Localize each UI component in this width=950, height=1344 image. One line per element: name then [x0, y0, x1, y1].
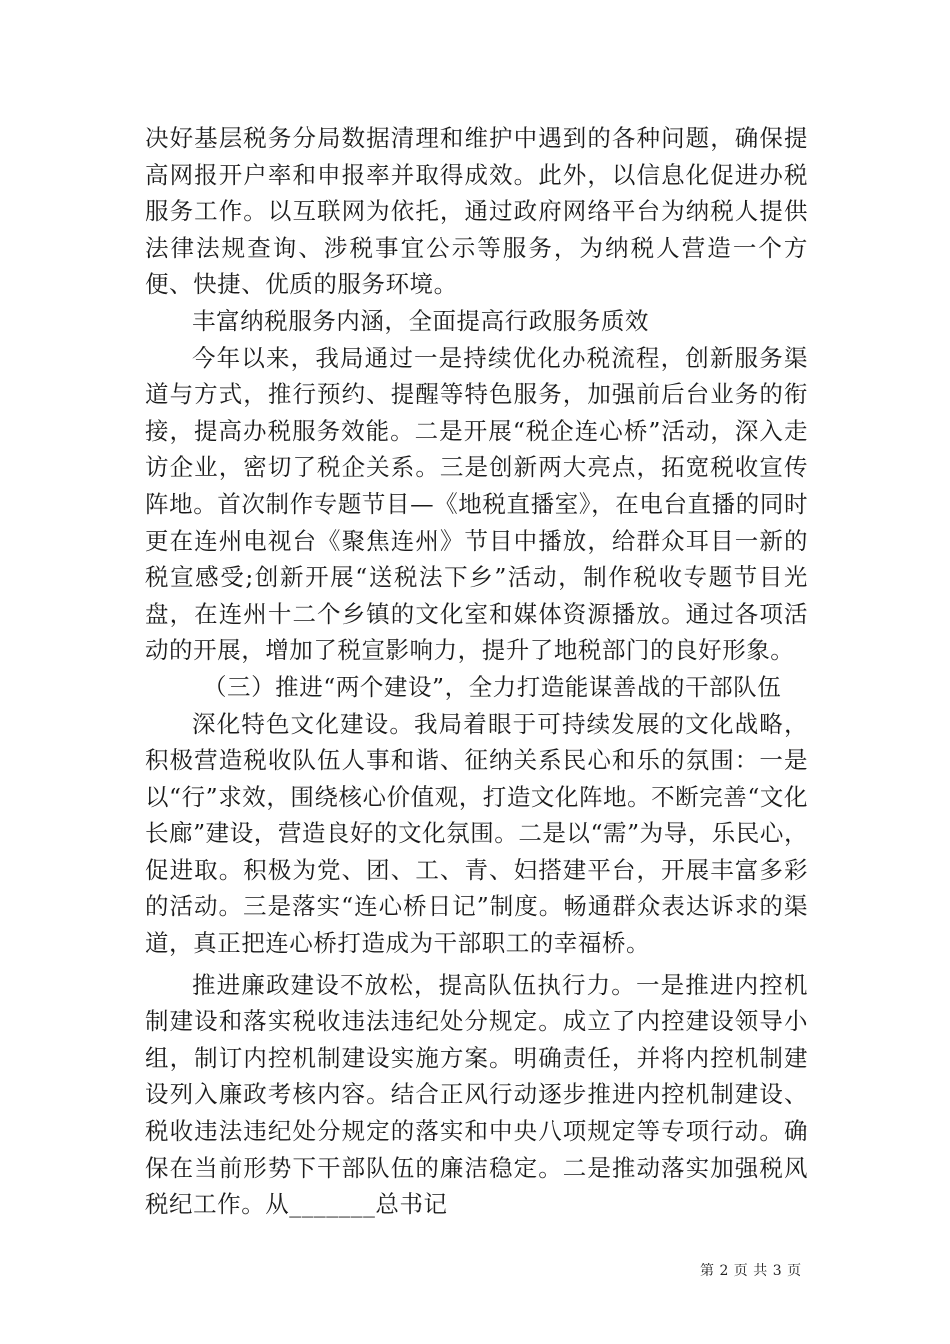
- page-number-footer: 第 2 页 共 3 页: [700, 1263, 802, 1279]
- section-heading-service: 丰富纳税服务内涵，全面提高行政服务质效: [192, 306, 649, 335]
- document-page: [145, 120, 808, 1223]
- section-heading-two-constructions: （三）推进“两个建设”，全力打造能谋善战的干部队伍: [203, 672, 782, 701]
- paragraph-culture-construction: 深化特色文化建设。我局着眼于可持续发展的文化战略，积极营造税收队伍人事和谐、征纳关系民心和乐的氛围：一是以“行”求效，围绕核心价值观，打造文化阵地。不断完善“文化长廊”建设，营造良好的文化氛围。二是以“需”为导，乐民心，促进取。积极为党、团、工、青、妇搭建平台，开展丰富多彩的活动。三是落实“连心桥日记”制度。畅通群众表达诉求的渠道，真正把连心桥打造成为干部职工的幸福桥。: [145, 709, 808, 958]
- paragraph-service-measures: 今年以来，我局通过一是持续优化办税流程，创新服务渠道与方式，推行预约、提醒等特色服务，加强前后台业务的衔接，提高办税服务效能。二是开展“税企连心桥”活动，深入走访企业，密切了税企关系。三是创新两大亮点，拓宽税收宣传阵地。首次制作专题节目—《地税直播室》，在电台直播的同时更在连州电视台《聚焦连州》节目中播放，给群众耳目一新的税宣感受;创新开展“送税法下乡”活动，制作税收专题节目光盘，在连州十二个乡镇的文化室和媒体资源播放。通过各项活动的开展，增加了税宣影响力，提升了地税部门的良好形象。: [145, 343, 808, 665]
- paragraph-integrity-construction: 推进廉政建设不放松，提高队伍执行力。一是推进内控机制建设和落实税收违法违纪处分规定。成立了内控建设领导小组，制订内控机制建设实施方案。明确责任，并将内控机制建设列入廉政考核内容。结合正风行动逐步推进内控机制建设、税收违法违纪处分规定的落实和中央八项规定等专项行动。确保在当前形势下干部队伍的廉洁稳定。二是推动落实加强税风税纪工作。从_______总书记: [145, 970, 808, 1219]
- paragraph-continuation: 决好基层税务分局数据清理和维护中遇到的各种问题，确保提高网报开户率和申报率并取得成效。此外，以信息化促进办税服务工作。以互联网为依托，通过政府网络平台为纳税人提供法律法规查询、涉税事宜公示等服务，为纳税人营造一个方便、快捷、优质的服务环境。: [145, 124, 808, 299]
